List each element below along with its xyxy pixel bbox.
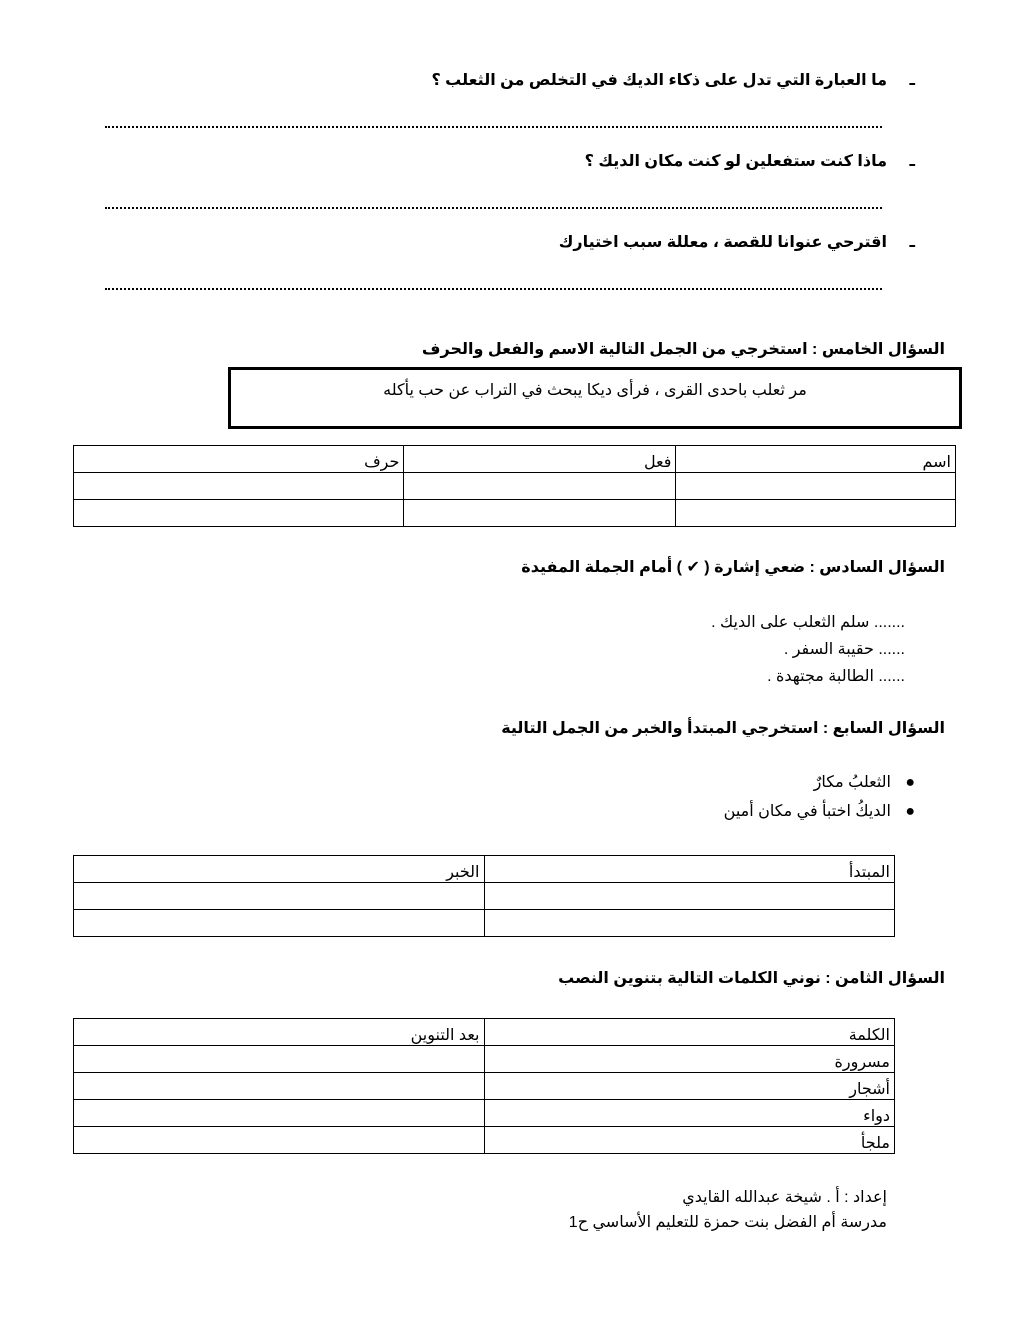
footer-author: إعداد : أ . شيخة عبدالله القايدي (682, 1189, 887, 1206)
bullet-icon: ● (905, 774, 915, 791)
header-predicate: الخبر (74, 856, 485, 883)
header-noun: اسم (676, 446, 956, 473)
dash: ـ (909, 153, 915, 170)
question-text: ماذا كنت ستفعلين لو كنت مكان الديك ؟ (584, 153, 887, 170)
q7-bullet (814, 772, 915, 792)
answer-cell[interactable] (404, 473, 676, 500)
answer-cell[interactable] (74, 500, 404, 527)
q8-table (73, 1018, 895, 1154)
q5-table (73, 445, 956, 527)
q5-title: السؤال الخامس : استخرجي من الجمل التالية الاسم والفعل والحرف (421, 341, 945, 358)
sentence: الديكُ اختبأ في مكان أمين (723, 803, 891, 820)
header-verb: فعل (404, 446, 676, 473)
answer-cell[interactable] (74, 1127, 485, 1154)
answer-cell[interactable] (74, 1046, 485, 1073)
answer-cell[interactable] (74, 910, 485, 937)
q6-item: ...... الطالبة مجتهدة . (767, 668, 905, 685)
q6-item: ....... سلم الثعلب على الديك . (711, 614, 905, 631)
word-cell: ملجأ (484, 1127, 895, 1154)
question-text: ما العبارة التي تدل على ذكاء الديك في التخلص من الثعلب ؟ (431, 72, 887, 89)
answer-cell[interactable] (404, 500, 676, 527)
answer-cell[interactable] (74, 473, 404, 500)
word-cell: أشجار (484, 1073, 895, 1100)
answer-cell[interactable] (676, 500, 956, 527)
answer-line[interactable] (105, 126, 882, 128)
header-letter: حرف (74, 446, 404, 473)
q7-table (73, 855, 895, 937)
q7-title: السؤال السابع : استخرجي المبتدأ والخبر من الجمل التالية (501, 720, 945, 737)
header-word: الكلمة (484, 1019, 895, 1046)
word-cell: دواء (484, 1100, 895, 1127)
answer-line[interactable] (105, 207, 882, 209)
answer-cell[interactable] (484, 910, 895, 937)
question-3 (559, 232, 915, 252)
question-1 (431, 70, 915, 90)
q6-title: السؤال السادس : ضعي إشارة ( ✔ ) أمام الجملة المفيدة (521, 559, 945, 576)
header-subject: المبتدأ (484, 856, 895, 883)
answer-cell[interactable] (74, 1100, 485, 1127)
q7-bullet (724, 801, 915, 821)
answer-cell[interactable] (74, 883, 485, 910)
footer-school: مدرسة أم الفضل بنت حمزة للتعليم الأساسي ح1 (568, 1214, 887, 1231)
sentence: الثعلبُ مكارٌ (813, 774, 891, 791)
q8-title: السؤال الثامن : نوني الكلمات التالية بتنوين النصب (558, 970, 945, 987)
question-text: اقترحي عنوانا للقصة ، معللة سبب اختيارك (558, 234, 887, 251)
passage-box (228, 367, 962, 429)
bullet-icon: ● (905, 803, 915, 820)
word-cell: مسرورة (484, 1046, 895, 1073)
q6-item: ...... حقيبة السفر . (783, 641, 905, 658)
answer-cell[interactable] (484, 883, 895, 910)
answer-cell[interactable] (74, 1073, 485, 1100)
passage-text: مر ثعلب باحدى القرى ، فرأى ديكا يبحث في التراب عن حب يأكله (383, 382, 807, 399)
question-2 (585, 151, 915, 171)
header-after: بعد التنوين (74, 1019, 485, 1046)
dash: ـ (909, 234, 915, 251)
answer-cell[interactable] (676, 473, 956, 500)
dash: ـ (909, 72, 915, 89)
answer-line[interactable] (105, 288, 882, 290)
